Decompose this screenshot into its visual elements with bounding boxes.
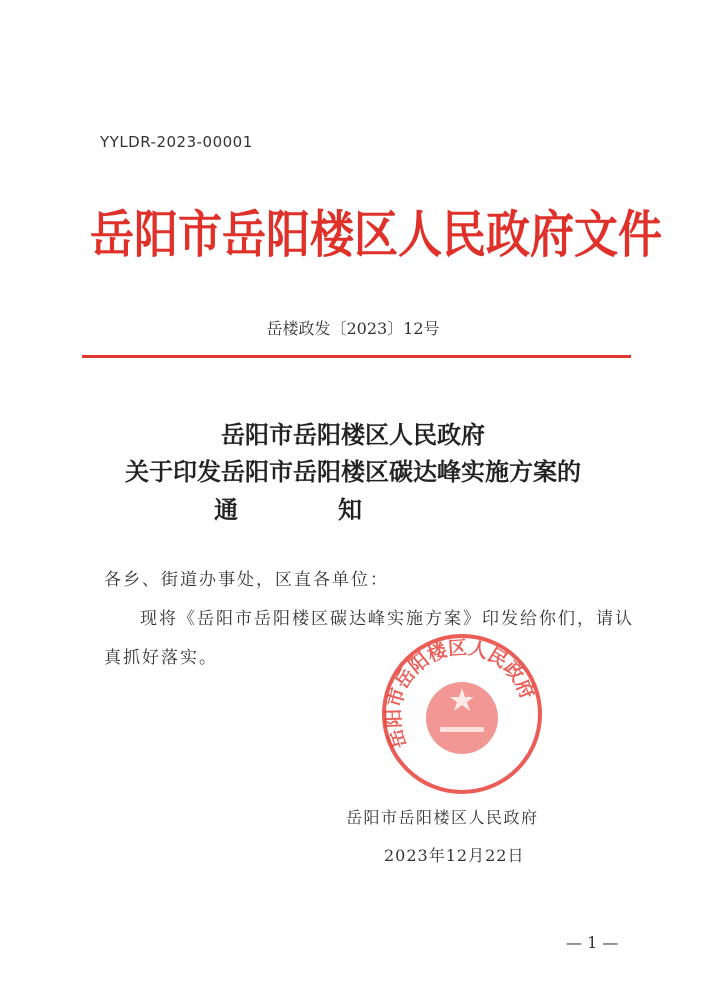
red-divider <box>82 355 631 358</box>
title-char-zhi: 知 <box>338 495 362 524</box>
body-line-1: 现将《岳阳市岳阳楼区碳达峰实施方案》印发给你们，请认 <box>140 609 634 629</box>
salutation: 各乡、街道办事处，区直各单位： <box>104 570 389 590</box>
title-char-tong: 通 <box>214 495 238 524</box>
document-number: 岳楼政发〔2023〕12号 <box>266 319 440 338</box>
title-line-1: 岳阳市岳阳楼区人民政府 <box>221 420 485 449</box>
file-code: YYLDR-2023-00001 <box>100 133 253 151</box>
issue-date: 2023年12月22日 <box>384 846 525 865</box>
stamp-text: 岳阳市岳阳楼区人民政府 <box>382 636 539 752</box>
page-number: — 1 — <box>566 933 619 952</box>
signature-organization: 岳阳市岳阳楼区人民政府 <box>346 808 539 827</box>
title-line-3 <box>0 490 706 525</box>
body-line-2: 真抓好落实。 <box>104 648 218 668</box>
red-header-title: 岳阳市岳阳楼区人民政府文件 <box>90 205 662 265</box>
official-seal-stamp <box>380 632 544 796</box>
title-line-2: 关于印发岳阳市岳阳楼区碳达峰实施方案的 <box>125 457 581 486</box>
